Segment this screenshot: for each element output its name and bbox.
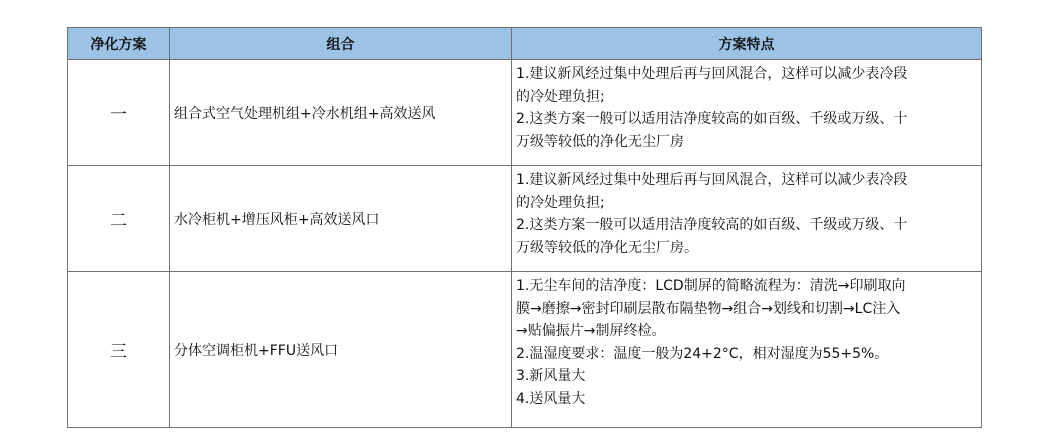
feature-line: 1.建议新风经过集中处理后再与回风混合，这样可以减少表冷段	[516, 172, 908, 188]
table-row	[68, 166, 982, 272]
feature-line: 的冷处理负担;	[516, 194, 605, 211]
purification-scheme-table	[67, 27, 982, 428]
feature-line: 万级等较低的净化无尘厂房	[516, 133, 684, 150]
combination-cell: 水冷柜机+增压风柜+高效送风口	[170, 166, 512, 272]
features-cell	[512, 272, 982, 428]
combination-cell: 组合式空气处理机组+冷水机组+高效送风	[170, 60, 512, 166]
table-row	[68, 272, 982, 428]
combination-cell: 分体空调柜机+FFU送风口	[170, 272, 512, 428]
features-cell	[512, 60, 982, 166]
table-header-row	[68, 28, 982, 60]
feature-line: →贴偏振片→制屏终检。	[516, 323, 666, 340]
feature-line: 的冷处理负担;	[516, 88, 605, 105]
header-features: 方案特点	[512, 28, 982, 60]
header-combination: 组合	[170, 28, 512, 60]
feature-line: 2.这类方案一般可以适用洁净度较高的如百级、千级或万级、十	[516, 217, 908, 234]
feature-line: 1.无尘车间的洁净度：LCD制屏的简略流程为：清洗→印刷取向	[516, 278, 906, 294]
header-scheme: 净化方案	[68, 28, 170, 60]
scheme-number: 二	[68, 166, 170, 272]
scheme-number: 一	[68, 60, 170, 166]
feature-line: 万级等较低的净化无尘厂房。	[516, 239, 698, 256]
feature-line: 2.温湿度要求：温度一般为24+2°C，相对湿度为55+5%。	[516, 345, 889, 362]
feature-line: 膜→磨擦→密封印刷层散布隔垫物→组合→划线和切割→LC注入	[516, 300, 901, 317]
features-cell	[512, 166, 982, 272]
feature-line: 2.这类方案一般可以适用洁净度较高的如百级、千级或万级、十	[516, 111, 908, 128]
scheme-number: 三	[68, 272, 170, 428]
table-row	[68, 60, 982, 166]
feature-line: 1.建议新风经过集中处理后再与回风混合，这样可以减少表冷段	[516, 66, 908, 82]
feature-line: 4.送风量大	[516, 390, 586, 407]
feature-line: 3.新风量大	[516, 368, 586, 385]
table-container	[67, 27, 982, 428]
